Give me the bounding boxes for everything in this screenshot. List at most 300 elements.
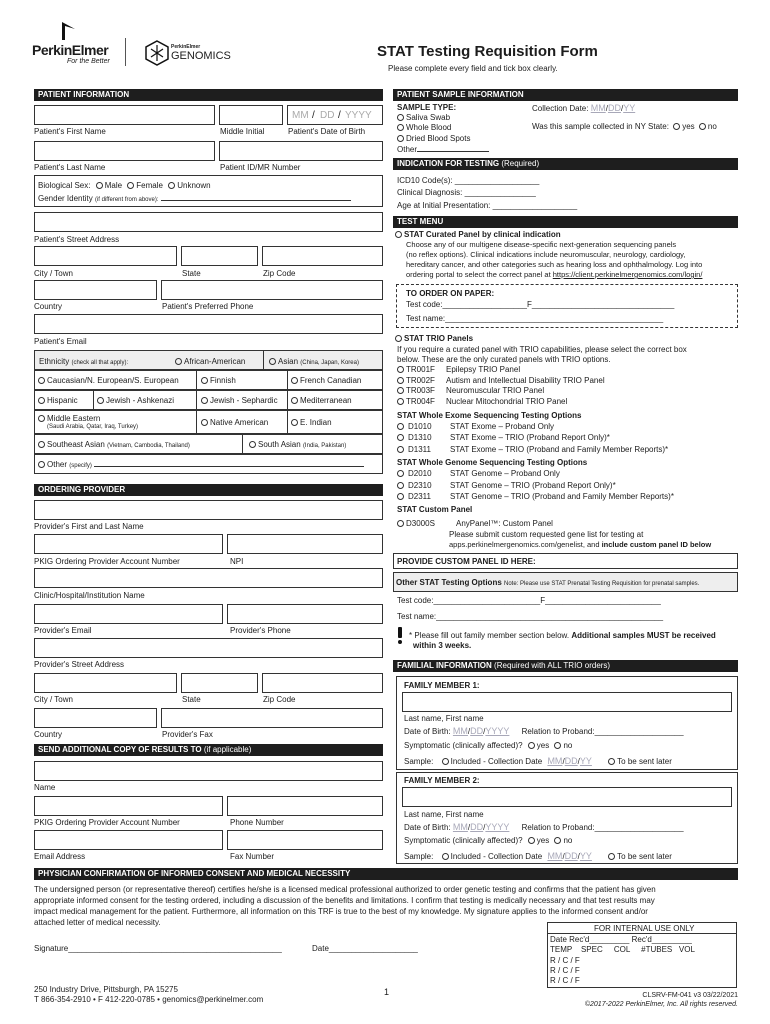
email-label: Patient's Email	[34, 337, 87, 346]
icd10-field[interactable]: ICD10 Code(s): ___________________	[397, 176, 540, 185]
wes-title: STAT Whole Exome Sequencing Testing Options	[397, 411, 582, 420]
saliva-radio[interactable]	[397, 114, 404, 121]
copy-name-label: Name	[34, 783, 56, 792]
ethnicity-row-6	[34, 454, 383, 474]
trio-option[interactable]	[395, 334, 473, 343]
copy-name-input[interactable]	[34, 761, 383, 781]
copy-results-heading	[34, 744, 383, 756]
ny-state-row	[532, 122, 717, 131]
collection-yy[interactable]: YY	[623, 103, 636, 113]
family-member-2-col-yy[interactable]: YY	[579, 851, 592, 861]
state-input[interactable]	[181, 246, 258, 266]
family-member-1-dob-dd[interactable]: DD	[470, 726, 484, 736]
wgs-item-3-code: D2311	[408, 492, 431, 501]
dried-blood-radio[interactable]	[397, 135, 404, 142]
whole-blood-radio[interactable]	[397, 124, 404, 131]
e-indian-radio[interactable]	[291, 419, 298, 426]
copy-email-label: Email Address	[34, 852, 86, 861]
provider-name-label: Provider's First and Last Name	[34, 522, 144, 531]
order-paper-box	[396, 284, 738, 328]
other-sample-label: Other	[397, 145, 418, 154]
date-field[interactable]: Date____________________	[312, 944, 418, 953]
custom-line-1: Please submit custom requested gene list for testing at	[449, 530, 644, 539]
caucasian-label: Caucasian/N. European/S. European	[47, 376, 179, 385]
wes-item-1-name: STAT Exome – Proband Only	[450, 422, 555, 431]
family-member-2-sample-label: Sample:	[404, 852, 434, 861]
mediterranean-option[interactable]	[291, 396, 352, 405]
family-member-2-no-label: no	[563, 836, 573, 845]
trio-item-1-code: TR001F	[406, 365, 435, 374]
family-member-1-later-label: To be sent later	[617, 757, 672, 766]
gender-identity-line[interactable]	[161, 200, 351, 201]
french-canadian-radio[interactable]	[291, 377, 298, 384]
family-member-2-dob-yyyy[interactable]: YYYY	[485, 822, 510, 832]
trio-item-3-name: Neuromuscular TRIO Panel	[446, 386, 545, 395]
jewish-sephardic-option[interactable]	[201, 396, 278, 405]
indication-heading	[393, 158, 738, 170]
other-options-box	[393, 572, 738, 592]
dob-dd: DD	[320, 110, 335, 121]
wes-item-2-code: D1310	[408, 433, 432, 442]
age-field[interactable]: Age at Initial Presentation: ___________________	[397, 201, 578, 210]
family-member-2-included-radio[interactable]	[442, 853, 449, 860]
provider-street-label: Provider's Street Address	[34, 660, 125, 669]
custom-line-2	[449, 540, 711, 549]
provider-country-label: Country	[34, 730, 63, 739]
wgs-item-2[interactable]	[397, 481, 616, 490]
page-number: 1	[384, 987, 390, 997]
family-member-1-yes-label: yes	[536, 741, 550, 750]
perkinelmer-logo-mark	[60, 20, 78, 42]
clinic-label: Clinic/Hospital/Institution Name	[34, 591, 145, 600]
saliva-option[interactable]	[397, 113, 450, 122]
brand-name: PerkinElmer	[32, 42, 109, 58]
provider-name-input[interactable]	[34, 500, 383, 520]
curated-radio[interactable]	[395, 231, 402, 238]
ny-state-label: Was this sample collected in NY State:	[532, 122, 669, 131]
gender-identity-row	[38, 194, 351, 203]
curated-line-2: (no reflex options). Clinical indications include neuromuscular, neurology, cardiology,	[406, 250, 686, 259]
provider-city-label: City / Town	[34, 695, 73, 704]
ethnicity-divider-8	[287, 411, 288, 433]
african-american-label: African-American	[184, 357, 246, 366]
gender-note: (if different from above):	[94, 197, 159, 203]
curated-line-3: hereditary cancer, and other categories such as hearing loss and ophthalmology. Log into	[406, 260, 703, 269]
npi-label: NPI	[230, 557, 244, 566]
trio-item-4-name: Nuclear Mitochondrial TRIO Panel	[446, 397, 568, 406]
family-member-2-yes-radio[interactable]	[528, 837, 535, 844]
saliva-label: Saliva Swab	[406, 113, 451, 122]
family-member-2-dob-dd[interactable]: DD	[470, 822, 484, 832]
genomics-logo	[145, 40, 235, 70]
internal-use-title: FOR INTERNAL USE ONLY	[594, 924, 695, 933]
middle-initial-label: Middle Initial	[220, 127, 265, 136]
curated-link[interactable]: https://client.perkinelmergenomics.com/login/	[552, 270, 703, 279]
family-member-2-included-label: Included - Collection Date	[450, 852, 543, 861]
provider-city-input[interactable]	[34, 673, 177, 693]
ethnicity-divider-3	[287, 371, 288, 389]
male-label: Male	[104, 181, 123, 190]
family-member-2-no-radio[interactable]	[554, 837, 561, 844]
footer-contact: T 866-354-2910 • F 412-220-0785 • genomics@perkinelmer.com	[34, 995, 264, 1004]
native-american-label: Native American	[210, 418, 269, 427]
family-member-2-later-label: To be sent later	[617, 852, 672, 861]
female-radio[interactable]	[127, 182, 134, 189]
curated-line-1: Choose any of our multigene disease-specific next-generation sequencing panels	[406, 240, 677, 249]
ethnicity-divider-2	[196, 371, 197, 389]
family-member-2-name-label: Last name, First name	[404, 810, 484, 819]
other-ethnicity-label: Other	[47, 460, 68, 469]
family-member-2-dob-mm[interactable]: MM	[452, 822, 468, 832]
wes-item-3-radio[interactable]	[397, 446, 404, 453]
trio-item-3[interactable]	[397, 386, 544, 395]
middle-eastern-label: Middle Eastern	[47, 414, 101, 423]
african-american-radio[interactable]	[175, 358, 182, 365]
perkinelmer-logo	[32, 20, 132, 72]
separator	[125, 38, 126, 66]
family-member-1-col-yy[interactable]: YY	[579, 756, 592, 766]
street-input[interactable]	[34, 212, 383, 232]
signature-field[interactable]: Signature________________________________________________	[34, 944, 282, 953]
french-canadian-label: French Canadian	[300, 376, 362, 385]
whole-blood-option[interactable]	[397, 123, 451, 132]
wgs-title: STAT Whole Genome Sequencing Testing Options	[397, 458, 588, 467]
curated-option[interactable]	[395, 230, 561, 239]
wes-item-2[interactable]	[397, 433, 610, 442]
male-radio[interactable]	[96, 182, 103, 189]
trio-line-1: If you require a curated panel with TRIO capabilities, please select the correct box	[397, 345, 687, 354]
family-member-1-no-radio[interactable]	[554, 742, 561, 749]
bio-sex-row	[38, 181, 211, 190]
wes-item-1-radio[interactable]	[397, 423, 404, 430]
family-member-2-input[interactable]	[402, 787, 732, 807]
trio-line-2: below. These are the only curated panels with TRIO options.	[397, 355, 611, 364]
family-member-1-symptom-label: Symptomatic (clinically affected)?	[404, 741, 523, 750]
ethnicity-row-2	[34, 370, 383, 390]
southeast-asian-note: (Vietnam, Cambodia, Thailand)	[107, 443, 190, 449]
african-american-option[interactable]	[175, 357, 245, 366]
consent-line-4: attached letter of medical necessity.	[34, 918, 161, 927]
dried-blood-label: Dried Blood Spots	[406, 134, 471, 143]
hispanic-option[interactable]	[38, 396, 78, 405]
other-ethnicity-line[interactable]	[94, 466, 364, 467]
genomics-brand-small: PerkinElmer	[171, 44, 201, 50]
indication-title: INDICATION FOR TESTING	[397, 159, 500, 168]
first-name-input[interactable]	[34, 105, 215, 125]
trio-item-2-code: TR002F	[406, 376, 435, 385]
copy-results-title: SEND ADDITIONAL COPY OF RESULTS TO	[38, 745, 202, 754]
order-test-name[interactable]: Test name:_________________________________________________	[406, 314, 664, 323]
family-member-1-title: FAMILY MEMBER 1:	[404, 681, 480, 690]
gender-identity-label: Gender Identity	[38, 194, 93, 203]
french-canadian-option[interactable]	[291, 376, 361, 385]
finnish-option[interactable]	[201, 376, 236, 385]
custom-title: STAT Custom Panel	[397, 505, 473, 514]
email-input[interactable]	[34, 314, 383, 334]
familial-heading	[393, 660, 738, 672]
curated-line-4	[406, 270, 702, 279]
ethnicity-divider-1	[263, 351, 264, 369]
other-sample-line[interactable]	[417, 151, 489, 152]
south-asian-option[interactable]	[249, 440, 346, 449]
internal-rcf-1: R / C / F	[550, 956, 580, 965]
familial-note: (Required with ALL TRIO orders)	[494, 661, 611, 670]
ethnicity-row-3	[34, 390, 383, 410]
copy-phone-label: Phone Number	[230, 818, 284, 827]
wgs-item-1-code: D2010	[408, 469, 432, 478]
clinical-dx-field[interactable]: Clinical Diagnosis: ________________	[397, 188, 536, 197]
form-title: STAT Testing Requisition Form	[377, 43, 598, 60]
wgs-item-3-radio[interactable]	[397, 493, 404, 500]
e-indian-option[interactable]	[291, 418, 332, 427]
street-label: Patient's Street Address	[34, 235, 120, 244]
family-member-1-sample-label: Sample:	[404, 757, 434, 766]
jewish-sephardic-radio[interactable]	[201, 397, 208, 404]
wes-item-3-code: D1311	[408, 445, 431, 454]
wes-item-3-name: STAT Exome – TRIO (Proband and Family Member Reports)*	[450, 445, 669, 454]
hispanic-radio[interactable]	[38, 397, 45, 404]
other-ethnicity-note: (specify)	[69, 463, 92, 469]
southeast-asian-option[interactable]	[38, 440, 190, 449]
wes-item-2-name: STAT Exome – TRIO (Proband Report Only)*	[450, 433, 610, 442]
other-sample-option[interactable]	[397, 145, 489, 154]
wgs-item-1-radio[interactable]	[397, 470, 404, 477]
dried-blood-option[interactable]	[397, 134, 470, 143]
ny-yes-label: yes	[682, 122, 695, 131]
southeast-asian-radio[interactable]	[38, 441, 45, 448]
family-member-1-dob-label: Date of Birth:	[404, 727, 451, 736]
wes-item-1-code: D1010	[408, 422, 432, 431]
jewish-ashkenazi-option[interactable]	[97, 396, 174, 405]
family-member-2-later-radio[interactable]	[608, 853, 615, 860]
family-member-1-no-label: no	[563, 741, 573, 750]
familial-title: FAMILIAL INFORMATION	[397, 661, 492, 670]
unknown-radio[interactable]	[168, 182, 175, 189]
wes-item-1[interactable]	[397, 422, 554, 431]
custom-panel-id-label: PROVIDE CUSTOM PANEL ID HERE:	[397, 557, 536, 566]
native-american-radio[interactable]	[201, 419, 208, 426]
ny-no-radio[interactable]	[699, 123, 706, 130]
wes-item-3[interactable]	[397, 445, 668, 454]
clinic-input[interactable]	[34, 568, 383, 588]
ethnicity-note: (check all that apply):	[71, 360, 129, 366]
copy-phone-input[interactable]	[227, 796, 383, 816]
provider-zip-label: Zip Code	[263, 695, 296, 704]
whole-blood-label: Whole Blood	[406, 123, 452, 132]
family-notice-text: * Please fill out family member section below.	[409, 631, 570, 640]
ny-no-label: no	[707, 122, 717, 131]
ny-yes-radio[interactable]	[673, 123, 680, 130]
copy-results-note: (if applicable)	[203, 745, 252, 754]
provider-phone-input[interactable]	[227, 604, 383, 624]
female-label: Female	[136, 181, 163, 190]
zip-input[interactable]	[262, 246, 383, 266]
custom-radio[interactable]	[397, 520, 404, 527]
mediterranean-radio[interactable]	[291, 397, 298, 404]
last-name-label: Patient's Last Name	[34, 163, 106, 172]
other-ethnicity-radio[interactable]	[38, 461, 45, 468]
asian-option[interactable]	[269, 357, 359, 366]
collection-dd[interactable]: DD	[607, 103, 621, 113]
dob-input[interactable]	[287, 105, 383, 125]
jewish-ashkenazi-label: Jewish - Ashkenazi	[106, 396, 175, 405]
provider-account-input[interactable]	[34, 534, 223, 554]
hispanic-label: Hispanic	[47, 396, 78, 405]
alert-icon	[396, 627, 404, 645]
provider-street-input[interactable]	[34, 638, 383, 658]
finnish-radio[interactable]	[201, 377, 208, 384]
trio-item-1[interactable]	[397, 365, 520, 374]
family-member-1-dob-yyyy[interactable]: YYYY	[485, 726, 510, 736]
e-indian-label: E. Indian	[300, 418, 332, 427]
family-member-1-dob-row: Date of Birth: MM/DD/YYYY Relation to Proband:____________________	[404, 726, 684, 736]
internal-divider	[547, 933, 737, 934]
mediterranean-label: Mediterranean	[300, 396, 352, 405]
npi-input[interactable]	[227, 534, 383, 554]
patient-id-label: Patient ID/MR Number	[220, 163, 301, 172]
trio-radio[interactable]	[395, 335, 402, 342]
asian-label: Asian	[278, 357, 299, 366]
asian-radio[interactable]	[269, 358, 276, 365]
middle-eastern-option[interactable]	[38, 414, 100, 423]
trio-item-2-name: Autism and Intellectual Disability TRIO Panel	[446, 376, 605, 385]
bio-sex-label: Biological Sex:	[38, 181, 91, 190]
custom-option[interactable]	[397, 519, 553, 528]
family-member-1-later-radio[interactable]	[608, 758, 615, 765]
copy-fax-input[interactable]	[227, 830, 383, 850]
trio-item-2-radio[interactable]	[397, 377, 404, 384]
provider-zip-input[interactable]	[262, 673, 383, 693]
copy-account-input[interactable]	[34, 796, 223, 816]
city-label: City / Town	[34, 269, 73, 278]
family-member-1-dob-mm[interactable]: MM	[452, 726, 468, 736]
family-member-1-symptom-row	[404, 741, 572, 750]
copy-fax-label: Fax Number	[230, 852, 275, 861]
sample-type-label: SAMPLE TYPE:	[397, 103, 457, 112]
curated-line-4-text: ordering portal to select the correct panel at	[406, 270, 551, 279]
family-member-2-relation[interactable]: Relation to Proband:____________________	[521, 823, 684, 832]
trio-item-3-radio[interactable]	[397, 387, 404, 394]
trio-item-1-name: Epilepsy TRIO Panel	[446, 365, 521, 374]
city-input[interactable]	[34, 246, 177, 266]
family-member-2-title: FAMILY MEMBER 2:	[404, 776, 480, 785]
consent-heading: PHYSICIAN CONFIRMATION OF INFORMED CONSENT AND MEDICAL NECESSITY	[34, 868, 738, 880]
dob-slash-1: /	[312, 110, 315, 121]
custom-name: AnyPanel™: Custom Panel	[456, 519, 553, 528]
brand-tagline: For the Better	[67, 58, 110, 65]
family-member-1-col-dd[interactable]: DD	[564, 756, 578, 766]
south-asian-label: South Asian	[258, 440, 301, 449]
wes-item-2-radio[interactable]	[397, 434, 404, 441]
phone-input[interactable]	[161, 280, 383, 300]
family-member-1-yes-radio[interactable]	[528, 742, 535, 749]
provider-email-input[interactable]	[34, 604, 223, 624]
dob-mm: MM	[292, 110, 309, 121]
trio-item-4[interactable]	[397, 397, 567, 406]
wgs-item-1-name: STAT Genome – Proband Only	[450, 469, 560, 478]
family-member-1-name-label: Last name, First name	[404, 714, 484, 723]
family-member-2-col-dd[interactable]: DD	[564, 851, 578, 861]
ethnicity-row-5	[34, 434, 383, 454]
ethnicity-label	[39, 357, 128, 366]
trio-item-4-code: TR004F	[406, 397, 435, 406]
jewish-ashkenazi-radio[interactable]	[97, 397, 104, 404]
curated-title: STAT Curated Panel by clinical indication	[404, 230, 561, 239]
family-member-2-col-mm[interactable]: MM	[547, 851, 563, 861]
middle-initial-input[interactable]	[219, 105, 283, 125]
middle-eastern-note: (Saudi Arabia, Qatar, Iraq, Turkey)	[47, 424, 139, 430]
middle-eastern-radio[interactable]	[38, 415, 45, 422]
family-notice-line-1	[409, 631, 716, 640]
other-test-code[interactable]: Test code:________________________F__________________________	[397, 596, 661, 605]
copy-email-input[interactable]	[34, 830, 223, 850]
other-ethnicity-option[interactable]	[38, 460, 364, 469]
provider-account-label: PKIG Ordering Provider Account Number	[34, 557, 180, 566]
form-subtitle: Please complete every field and tick box clearly.	[388, 64, 558, 73]
jewish-sephardic-label: Jewish - Sephardic	[210, 396, 278, 405]
trio-item-2[interactable]	[397, 376, 605, 385]
provider-email-label: Provider's Email	[34, 626, 92, 635]
country-label: Country	[34, 302, 63, 311]
southeast-asian-label: Southeast Asian	[47, 440, 105, 449]
provider-state-label: State	[182, 695, 201, 704]
country-input[interactable]	[34, 280, 157, 300]
family-member-2-symptom-row	[404, 836, 572, 845]
other-test-name[interactable]: Test name:___________________________________________________	[397, 612, 664, 621]
consent-line-3: impact medical management for the patient. Furthermore, all information on this TRF is true to the best of my knowledge. My signature applies to the informed consent and/or	[34, 907, 648, 916]
collection-mm[interactable]: MM	[590, 103, 606, 113]
ethnicity-divider-5	[196, 391, 197, 409]
ethnicity-divider-9	[242, 435, 243, 453]
family-member-1-input[interactable]	[402, 692, 732, 712]
family-member-2-sample-row: Sample: Included - Collection Date MM/DD/YY To be sent later	[404, 851, 672, 861]
caucasian-radio[interactable]	[38, 377, 45, 384]
trio-item-1-radio[interactable]	[397, 366, 404, 373]
phone-label: Patient's Preferred Phone	[162, 302, 254, 311]
patient-id-input[interactable]	[219, 141, 383, 161]
asian-note: (China, Japan, Korea)	[300, 360, 359, 366]
family-member-1-relation[interactable]: Relation to Proband:____________________	[521, 727, 684, 736]
custom-panel-id-box[interactable]	[393, 553, 738, 569]
south-asian-radio[interactable]	[249, 441, 256, 448]
provider-state-input[interactable]	[181, 673, 258, 693]
trio-item-4-radio[interactable]	[397, 398, 404, 405]
family-member-1-sample-row: Sample: Included - Collection Date MM/DD/YY To be sent later	[404, 756, 672, 766]
order-test-code[interactable]: Test code:___________________F________________________________	[406, 300, 675, 309]
wgs-item-2-radio[interactable]	[397, 482, 404, 489]
ethnicity-divider-6	[287, 391, 288, 409]
indication-required: (Required)	[501, 159, 540, 168]
wgs-item-3[interactable]	[397, 492, 674, 501]
family-member-1-included-label: Included - Collection Date	[450, 757, 543, 766]
to-order-label: TO ORDER ON PAPER:	[406, 289, 495, 298]
form-id: CLSRV-FM-041 v3 03/22/2021	[642, 992, 738, 999]
family-member-1-col-mm[interactable]: MM	[547, 756, 563, 766]
south-asian-note: (India, Pakistan)	[302, 443, 347, 449]
provider-fax-input[interactable]	[161, 708, 383, 728]
caucasian-option[interactable]	[38, 376, 179, 385]
native-american-option[interactable]	[201, 418, 268, 427]
test-menu-heading: TEST MENU	[393, 216, 738, 228]
dob-yyyy: YYYY	[345, 110, 372, 121]
last-name-input[interactable]	[34, 141, 215, 161]
internal-columns: TEMP SPEC COL #TUBES VOL	[550, 945, 695, 954]
provider-country-input[interactable]	[34, 708, 157, 728]
copyright: ©2017-2022 PerkinElmer, Inc. All rights reserved.	[584, 1001, 738, 1008]
family-member-2-dob-row: Date of Birth: MM/DD/YYYY Relation to Proband:____________________	[404, 822, 684, 832]
wgs-item-1[interactable]	[397, 469, 560, 478]
family-member-1-included-radio[interactable]	[442, 758, 449, 765]
